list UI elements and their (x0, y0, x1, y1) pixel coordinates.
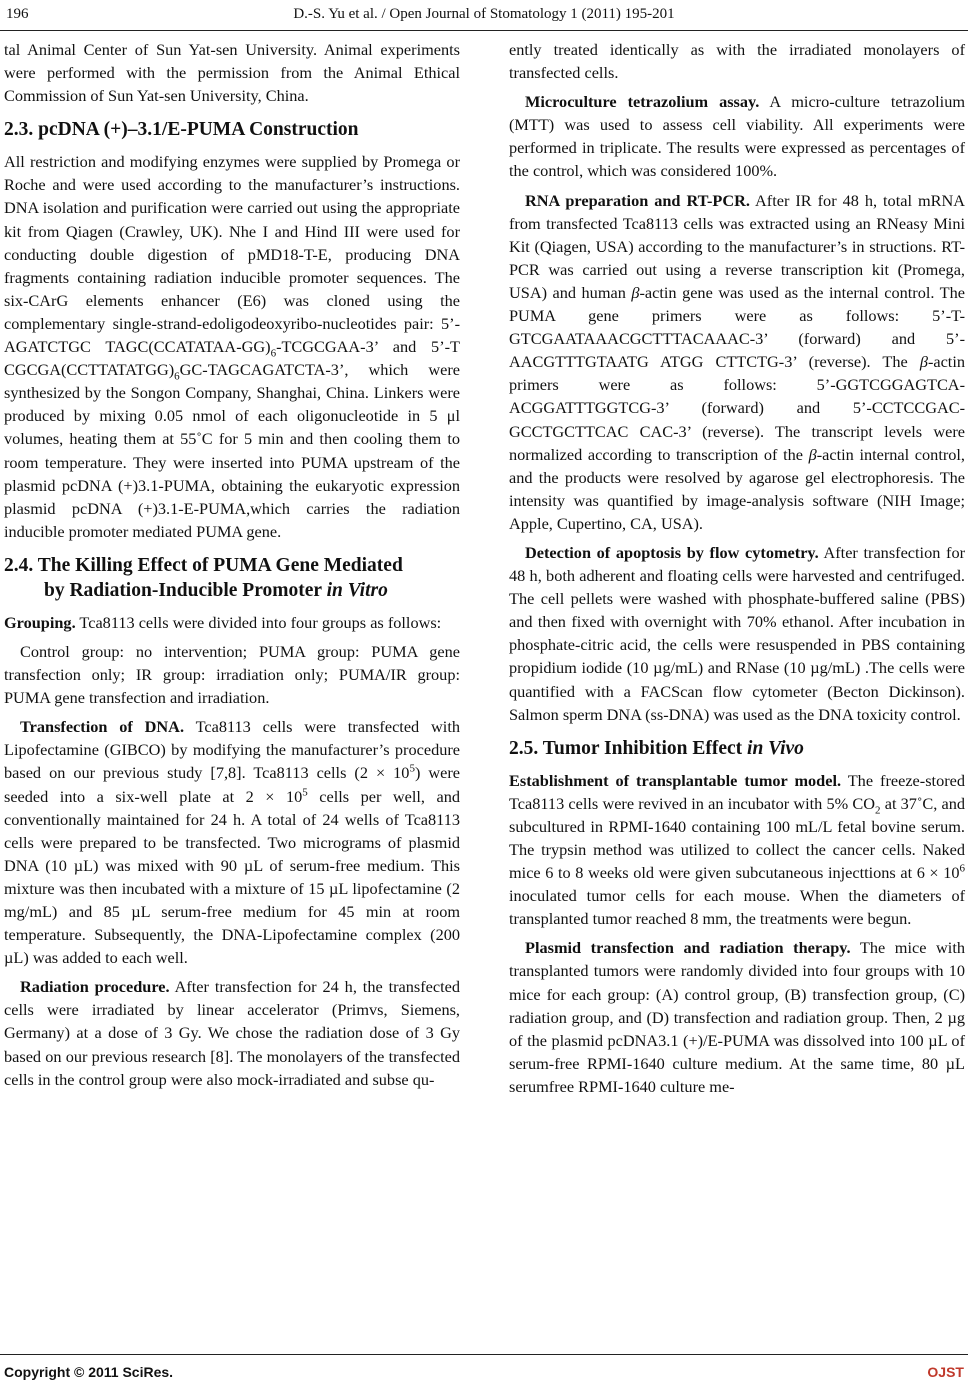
section-heading-2-5: 2.5. Tumor Inhibition Effect in Vivo (509, 737, 804, 759)
paragraph-apoptosis: Detection of apoptosis by flow cytometry. After transfection for 48 h, both adherent and floating cells were harvested and centrifuged. The cell pellets were washed with phosphate-buffered saline (PBS) and then fixed with overnight with 70% ethanol. After incubation in phosphate-citric acid, the cells were resuspended in PBS containing propidium iodide (10 µg/mL) and RNase (10 µg/mL) .The cells were quantified with a FACScan flow cytometer (Becton Dickinson). Salmon sperm DNA (ss-DNA) was used as the DNA toxicity control. (509, 542, 966, 724)
paragraph-rna: RNA preparation and RT-PCR. After IR for 48 h, total mRNA from transfected Tca8113 cells was extracted using an RNeasy Mini Kit (Qiagen, USA) according to the manufacturer’s in structions. RT-PCR was carried out using a reverse transcription kit (Promega, USA) and human β-actin gene was used as the internal control. The PUMA gene primers were as follows: 5’-T-GTCGAATAAACGCTTTACAAAC-3’ (forward) and 5’-AACGTTTGTAATG ATGG CTTCTG-3’ (reverse). The β-actin primers were as follows: 5’-GGTCGGAGTCA-ACGGATTTGGTCG-3’ (forward) and 5’-CCTCCGAC-GCCTGCTTCAC CAC-3’ (reverse). The transcript levels were normalized according to transcription of the β-actin internal control, and the products were resolved by agarose gel electrophoresis. The intensity was quantified by image-analysis software (NIH Image; Apple, Cupertino, CA, USA). (509, 190, 965, 533)
footer-divider (0, 1354, 968, 1355)
journal-abbreviation: OJST (927, 1364, 964, 1380)
paragraph-intro-continued: tal Animal Center of Sun Yat-sen University. Animal experiments were performed with the permission from the Animal Ethical Commission of Sun Yat-sen University, China. (4, 40, 460, 106)
paragraph-plasmid-radiation: Plasmid transfection and radiation therapy. The mice with transplanted tumors were randomly divided into four groups with 10 mice for each group: (A) control group, (B) transfection group, (C) radiation group, and (D) transfection and radiation group. Then, 2 µg of the plasmid pcDNA3.1 (+)/E-PUMA was dissolved into 100 µL of serum-free RPMI-1640 culture medium. At the same time, 80 µL serumfree RPMI-1640 culture me- (509, 938, 965, 1096)
paragraph-transfection: Transfection of DNA. Tca8113 cells were transfected with Lipofectamine (GIBCO) by modifying the manufacturer’s procedure based on our previous study [7,8]. Tca8113 cells $(2 \times 10^5)$ were seeded into a six-well plate at $2 \times 10^5$ cells per well, and conventionally maintained for 24 h. A total of 24 wells of Tca8113 cells were prepared to be transfected. Two micrograms of plasmid DNA (10 µL) was mixed with 90 µL of serum-free medium. This mixture was then incubated with a mixture of 15 µL lipofectamine (2 mg/mL) and 85 µL serum-free medium for 45 min at room temperature. Subsequently, the DNA-Lipofectamine complex (200 µL) was added to each well. (4, 717, 460, 968)
section-heading-2-3: 2.3. pcDNA (+)–3.1/E-PUMA Construction (4, 119, 359, 141)
running-title: D.-S. Yu et al. / Open Journal of Stomatology 1 (2011) 195-201 (293, 6, 675, 22)
paragraph-radiation: Radiation procedure. After transfection for 24 h, the transfected cells were irradiated by linear accelerator (Primvs, Siemens, Germany) at a dose of 3 Gy. We chose the radiation dose of 3 Gy based on our previous research [8]. The monolayers of the transfected cells in the control group were also mock-irradiated and subse qu- (4, 977, 461, 1089)
paragraph-establishment: Establishment of transplantable tumor model. The freeze-stored Tca8113 cells were revived in an incubator with 5% $CO_2$ at 37˚C, and subcultured in RPMI-1640 containing 100 mL/L fetal bovine serum. The trypsin method was utilized to collect the cancer cells. Naked mice 6 to 8 weeks old were given subcutaneous injecttions at $6 \times 10^6$ inoculated tumor cells for each mouse. When the diameters of transplanted tumor reached 8 mm, the treatments were begun. (509, 770, 965, 929)
paragraph-groups: Control group: no intervention; PUMA group: PUMA gene transfection only; IR group: irradiation only; PUMA/IR group: PUMA gene transfection and irradiation. (4, 641, 460, 708)
header-divider (0, 30, 968, 31)
section-heading-2-4: 2.4. The Killing Effect of PUMA Gene Mediated by Radiation-Inducible Promoter in Vitro (4, 554, 403, 601)
right-column (509, 38, 965, 1104)
copyright-notice: Copyright © 2011 SciRes. (4, 1364, 174, 1380)
paragraph-grouping: Grouping. Tca8113 cells were divided into four groups as follows: (4, 612, 442, 632)
running-header (6, 6, 962, 28)
page-number: 196 (6, 6, 29, 22)
left-column (4, 38, 460, 1097)
paragraph-construction: All restriction and modifying enzymes were supplied by Promega or Roche and were used according to the manufacturer’s instructions. DNA isolation and purification were carried out using the appropriate kit from Qiagen (Crawley, UK). Nhe I and Hind III were used for conducting double digestion of pMD18-T-E, producing DNA fragments containing radiation inducible promoter sequences. The six-CArG elements enhancer (E6) was cloned using the complementary single-strand-edoligodeoxyribo-nucleotides pair: 5’-AGATCTGC $TAGC(CCATATAA-GG)_6-TCGCGAA-3$’ and 5’-T $CGCGA(CCTTATATGG)_6GC-TAGCAGATCTA-3$’, which were synthesized by the Songon Company, Shanghai, China. Linkers were produced by mixing 0.05 nmol of each oligonucleotide in 5 μl volumes, heating them at 55˚C for 5 min and then cooling them to room temperature. They were inserted into PUMA upstream of the plasmid pcDNA (+)3.1-PUMA, obtaining the eukaryotic expression plasmid pcDNA (+)3.1-E-PUMA,which carries the radiation inducible promoter mediated PUMA gene. (4, 152, 460, 541)
paragraph-mtt: Microculture tetrazolium assay. A micro-culture tetrazolium (MTT) was used to assess cell viability. All experiments were performed in triplicate. The results were expressed as percentages of the control, which was considered 100%. (509, 92, 965, 181)
paragraph-continued: ently treated identically as with the irradiated monolayers of transfected cells. (509, 40, 965, 83)
